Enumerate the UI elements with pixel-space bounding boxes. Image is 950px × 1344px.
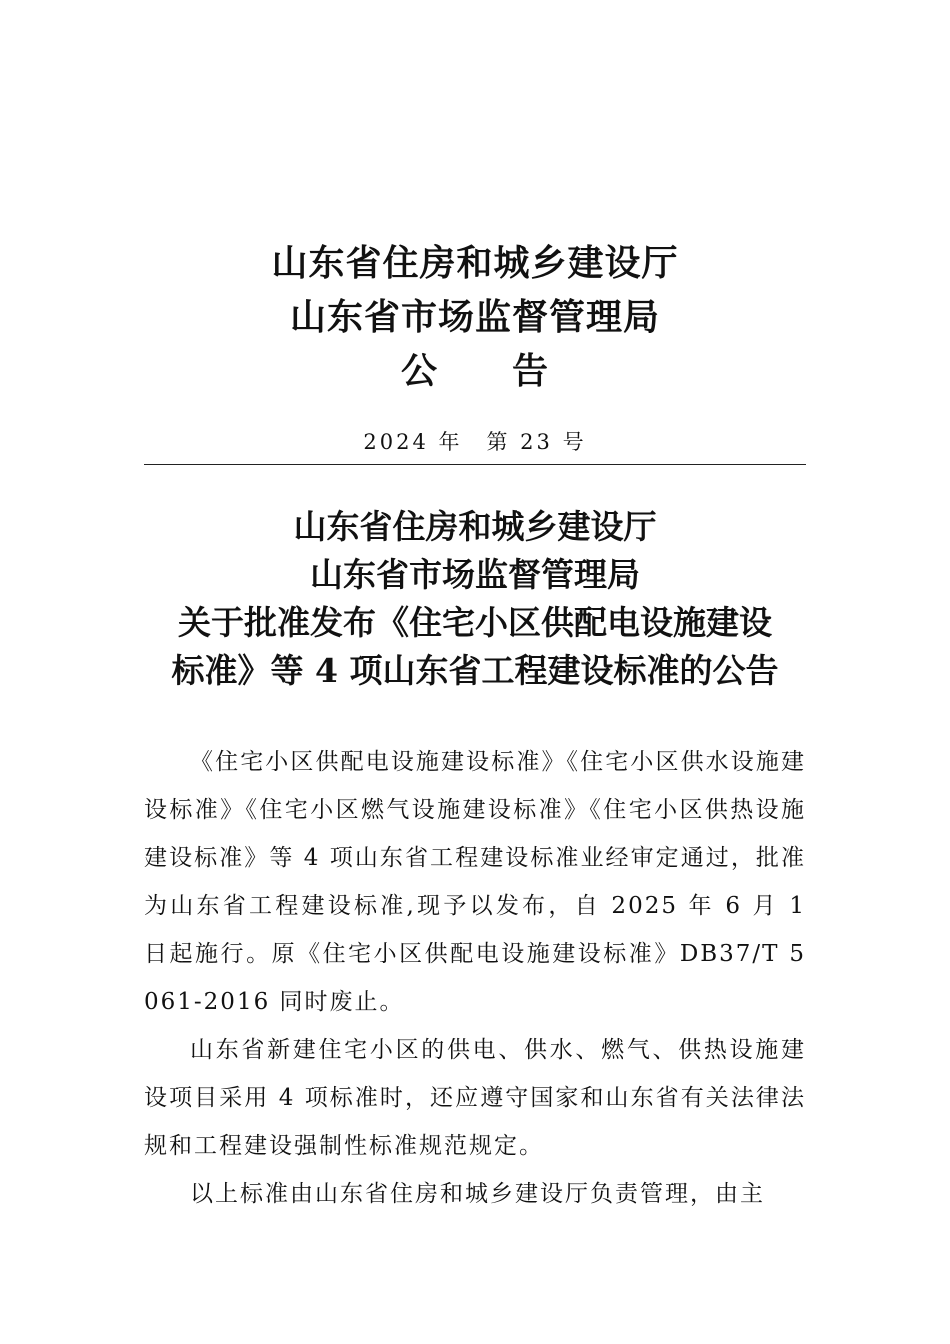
announcement-body bbox=[144, 738, 806, 1218]
issuing-agency-market: 山东省市场监督管理局 bbox=[289, 296, 660, 338]
title-line-2: 山东省市场监督管理局 bbox=[310, 555, 640, 594]
document-header bbox=[0, 236, 950, 398]
body-paragraph-2: 山东省新建住宅小区的供电、供水、燃气、供热设施建设项目采用 4 项标准时，还应遵守国家和山东省有关法律法规和工程建设强制性标准规范规定。 bbox=[144, 1037, 806, 1159]
document-type: 公 告 bbox=[400, 350, 549, 392]
body-paragraph-3: 以上标准由山东省住房和城乡建设厅负责管理，由主 bbox=[190, 1181, 765, 1207]
title-line-1: 山东省住房和城乡建设厅 bbox=[293, 507, 657, 546]
issuing-agency-housing: 山东省住房和城乡建设厅 bbox=[271, 242, 679, 284]
title-line-3: 关于批准发布《住宅小区供配电设施建设 bbox=[178, 603, 772, 642]
title-line-4: 标准》等 4 项山东省工程建设标准的公告 bbox=[171, 651, 779, 690]
body-paragraph-1: 《住宅小区供配电设施建设标准》《住宅小区供水设施建设标准》《住宅小区燃气设施建设标准》《住宅小区供热设施建设标准》等 4 项山东省工程建设标准业经审定通过，批准为山东省工程建设标准,现予以发布，自 2025 年 6 月 1 日起施行。原《住宅小区供配电设施建设标准》DB37/T 5061-2016 同时废止。 bbox=[144, 749, 806, 1015]
announcement-title bbox=[144, 503, 806, 695]
header-divider bbox=[144, 464, 806, 465]
issue-number: 2024 年 第 23 号 bbox=[363, 430, 587, 454]
